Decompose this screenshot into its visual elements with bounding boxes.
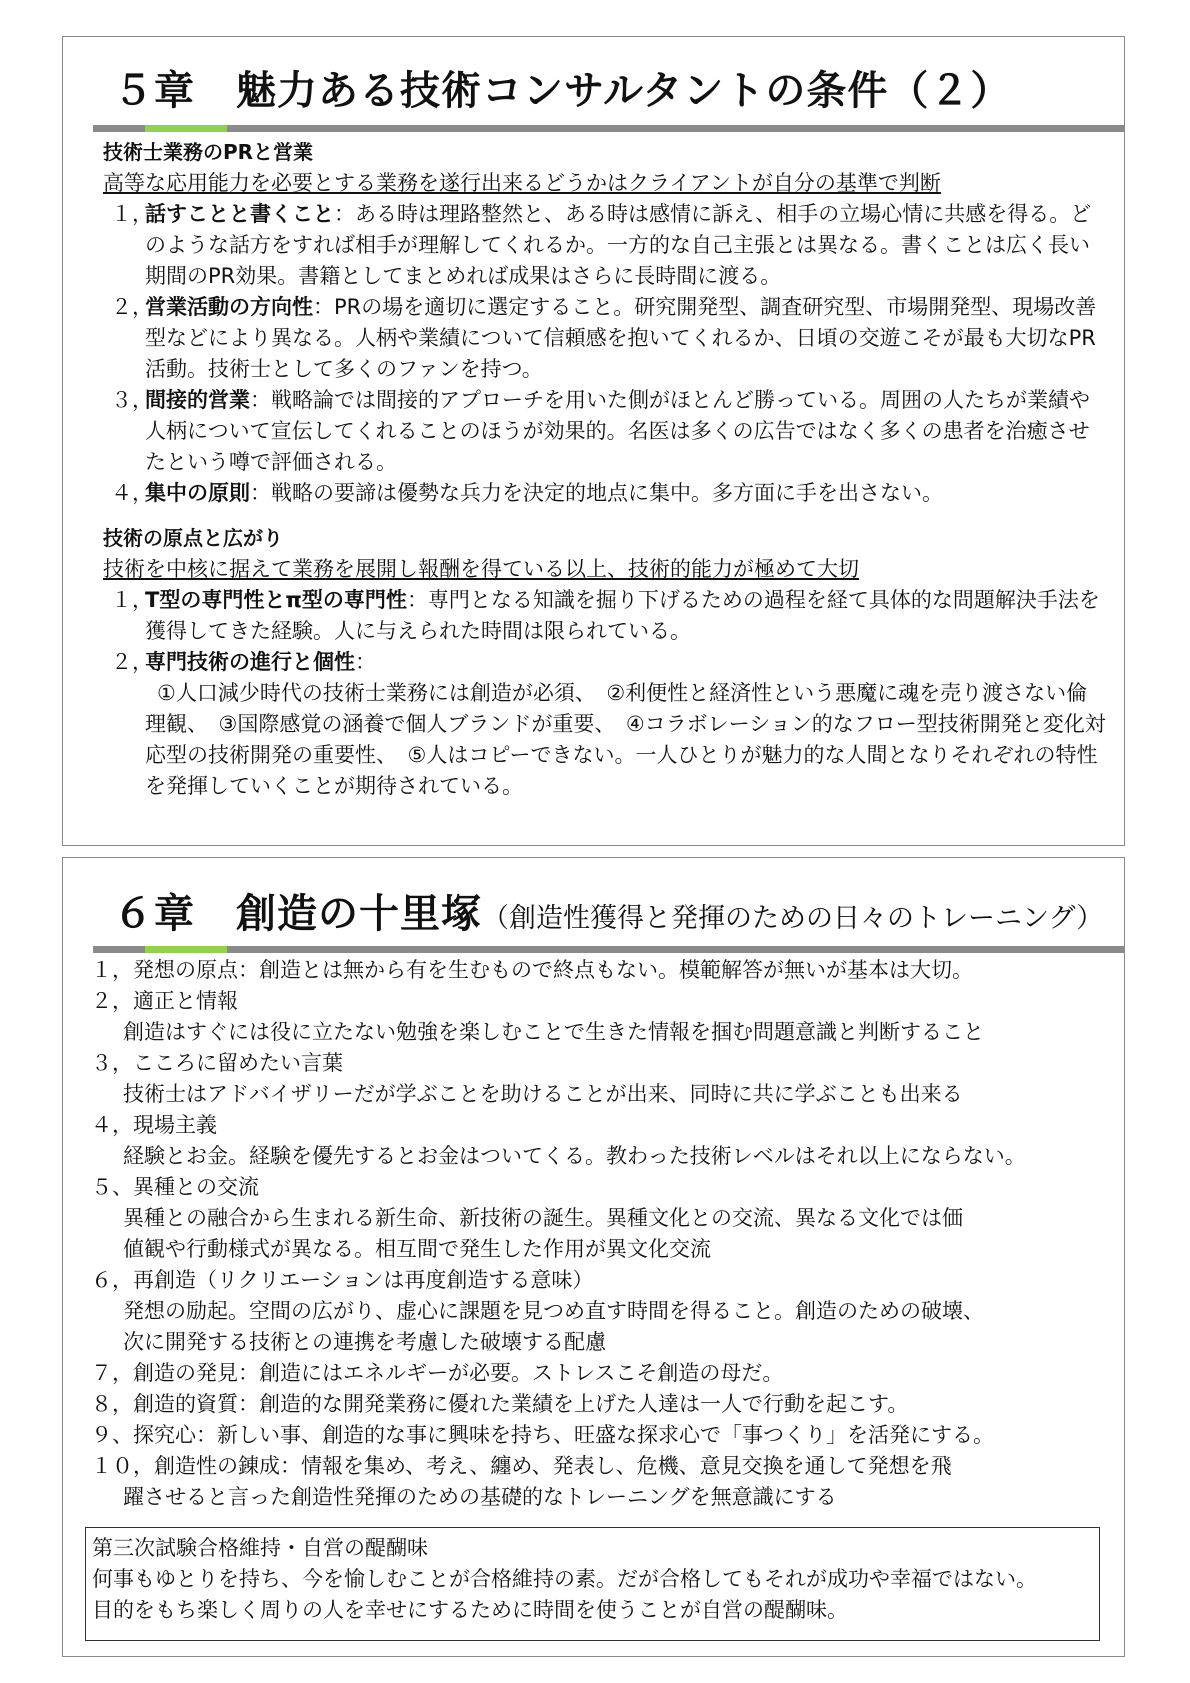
chapter6-body — [91, 955, 1106, 1513]
list-item: ６，再創造（リクリエーションは再度創造する意味） — [91, 1268, 594, 1292]
rule-green-accent — [145, 946, 227, 953]
rule-gray-left — [93, 946, 145, 953]
list-item: １０，創造性の錬成：情報を集め、考え、纏め、発表し、危機、意見交換を通して発想を飛 — [91, 1454, 952, 1478]
rule-gray-right — [227, 946, 1124, 953]
item-number: ３， — [111, 388, 153, 412]
item-number: １， — [111, 202, 153, 226]
section-lead-pr: 高等な応用能力を必要とする業務を遂行出来るどうかはクライアントが自分の基準で判断 — [103, 171, 941, 195]
chapter6-title-main: ６章 創造の十里塚 — [113, 891, 482, 937]
list-item — [103, 385, 1106, 478]
list-item — [103, 585, 1106, 647]
item-number: ４， — [111, 481, 153, 505]
item-term: 間接的営業 — [145, 388, 250, 412]
item-text: ：専門となる知識を掘り下げるための過程を経て具体的な問題解決手法を獲得してきた経験。人に与えられた時間は限られている。 — [145, 588, 1100, 643]
list-item — [103, 199, 1106, 292]
rule-green-accent — [145, 125, 227, 132]
item-number: ２， — [111, 650, 153, 674]
chapter5-body — [103, 137, 1106, 802]
item-term: T型の専門性とπ型の専門性 — [145, 588, 407, 612]
list-item: １，発想の原点：創造とは無から有を生むもので終点もない。模範解答が無いが基本は大切。 — [91, 958, 973, 982]
list-item: ５、異種との交流 — [91, 1175, 259, 1199]
item-detail: ①人口減少時代の技術士業務には創造が必須、 ②利便性と経済性という悪魔に魂を売り渡さない倫理観、 ③国際感覚の涵養で個人ブランドが重要、 ④コラボレーション的なフロー型技術開発と変化対応型の技術開発の重要性、 ⑤人はコピーできない。一人ひとりが魅力的な人間となりそれぞれの特性を発揮していくことが期待されている。 — [145, 681, 1106, 798]
list-item: ２，適正と情報 — [91, 989, 238, 1013]
summary-box — [85, 1527, 1100, 1641]
rule-gray-right — [227, 125, 1124, 132]
item-term: 集中の原則 — [145, 481, 250, 505]
item-term: 専門技術の進行と個性 — [145, 650, 355, 674]
chapter5-title: ５章 魅力ある技術コンサルタントの条件（２） — [113, 68, 1012, 114]
section-heading-pr: 技術士業務のPRと営業 — [103, 140, 314, 164]
item-term: 営業活動の方向性 — [145, 295, 313, 319]
list-item — [103, 478, 1106, 509]
list-item — [103, 647, 1106, 802]
summary-box-line: 何事もゆとりを持ち、今を愉しむことが合格維持の素。だが合格してもそれが成功や幸福ではない。 — [92, 1567, 1037, 1591]
list-item-description: 異種との融合から生まれる新生命、新技術の誕生。異種文化との交流、異なる文化では価 — [123, 1206, 963, 1230]
item-text: ：戦略の要諦は優勢な兵力を決定的地点に集中。多方面に手を出さない。 — [250, 481, 943, 505]
list-item-description: 経験とお金。経験を優先するとお金はついてくる。教わった技術レベルはそれ以上にならない。 — [123, 1144, 1026, 1168]
item-text: ：戦略論では間接的アプローチを用いた側がほとんど勝っている。周囲の人たちが業績や人柄について宣伝してくれることのほうが効果的。名医は多くの広告ではなく多くの患者を治癒させたという噂で評価される。 — [145, 388, 1090, 474]
rule-gray-left — [93, 125, 145, 132]
chapter6-title — [113, 882, 1103, 939]
item-number: １， — [111, 588, 153, 612]
list-item: ９、探究心：新しい事、創造的な事に興味を持ち、旺盛な探求心で「事つくり」を活発にする。 — [91, 1423, 994, 1447]
list-item: ４，現場主義 — [91, 1113, 217, 1137]
list-item: ８，創造的資質：創造的な開発業務に優れた業績を上げた人達は一人で行動を起こす。 — [91, 1392, 909, 1416]
list-item-description: 値観や行動様式が異なる。相互間で発生した作用が異文化交流 — [123, 1237, 711, 1261]
item-text: ：PRの場を適切に選定すること。研究開発型、調査研究型、市場開発型、現場改善型などにより異なる。人柄や業績について信頼感を抱いてくれるか、日頃の交遊こそが最も大切なPR活動。技術士として多くのファンを持つ。 — [145, 295, 1097, 381]
list-item-description: 創造はすぐには役に立たない勉強を楽しむことで生きた情報を掴む問題意識と判断すること — [123, 1020, 984, 1044]
summary-box-title: 第三次試験合格維持・自営の醍醐味 — [92, 1536, 428, 1560]
chapter5-panel — [62, 36, 1125, 846]
list-item-description: 躍させると言った創造性発揮のための基礎的なトレーニングを無意識にする — [123, 1485, 837, 1509]
section-heading-tech: 技術の原点と広がり — [103, 526, 283, 550]
list-item: ７，創造の発見：創造にはエネルギーが必要。ストレスこそ創造の母だ。 — [91, 1361, 784, 1385]
chapter6-panel — [62, 857, 1125, 1657]
section-lead-tech: 技術を中核に据えて業務を展開し報酬を得ている以上、技術的能力が極めて大切 — [103, 557, 859, 581]
summary-box-line: 目的をもち楽しく周りの人を幸せにするために時間を使うことが自営の醍醐味。 — [92, 1598, 848, 1622]
title-rule — [93, 125, 1124, 132]
list-item-description: 次に開発する技術との連携を考慮した破壊する配慮 — [123, 1330, 606, 1354]
title-rule — [93, 946, 1124, 953]
list-item-description: 発想の励起。空間の広がり、虚心に課題を見つめ直す時間を得ること。創造のための破壊、 — [123, 1299, 984, 1323]
item-number: ２， — [111, 295, 153, 319]
list-item-description: 技術士はアドバイザリーだが学ぶことを助けることが出来、同時に共に学ぶことも出来る — [123, 1082, 963, 1106]
list-item: ３，こころに留めたい言葉 — [91, 1051, 343, 1075]
chapter6-subtitle: （創造性獲得と発揮のための日々のトレーニング） — [482, 903, 1104, 934]
item-term: 話すことと書くこと — [145, 202, 334, 226]
item-text: ：ある時は理路整然と、ある時は感情に訴え、相手の立場心情に共感を得る。どのような話方をすれば相手が理解してくれるか。一方的な自己主張とは異なる。書くことは広く長い期間のPR効果。書籍としてまとめれば成果はさらに長時間に渡る。 — [145, 202, 1092, 288]
list-item — [103, 292, 1106, 385]
item-text: ： — [355, 650, 376, 674]
